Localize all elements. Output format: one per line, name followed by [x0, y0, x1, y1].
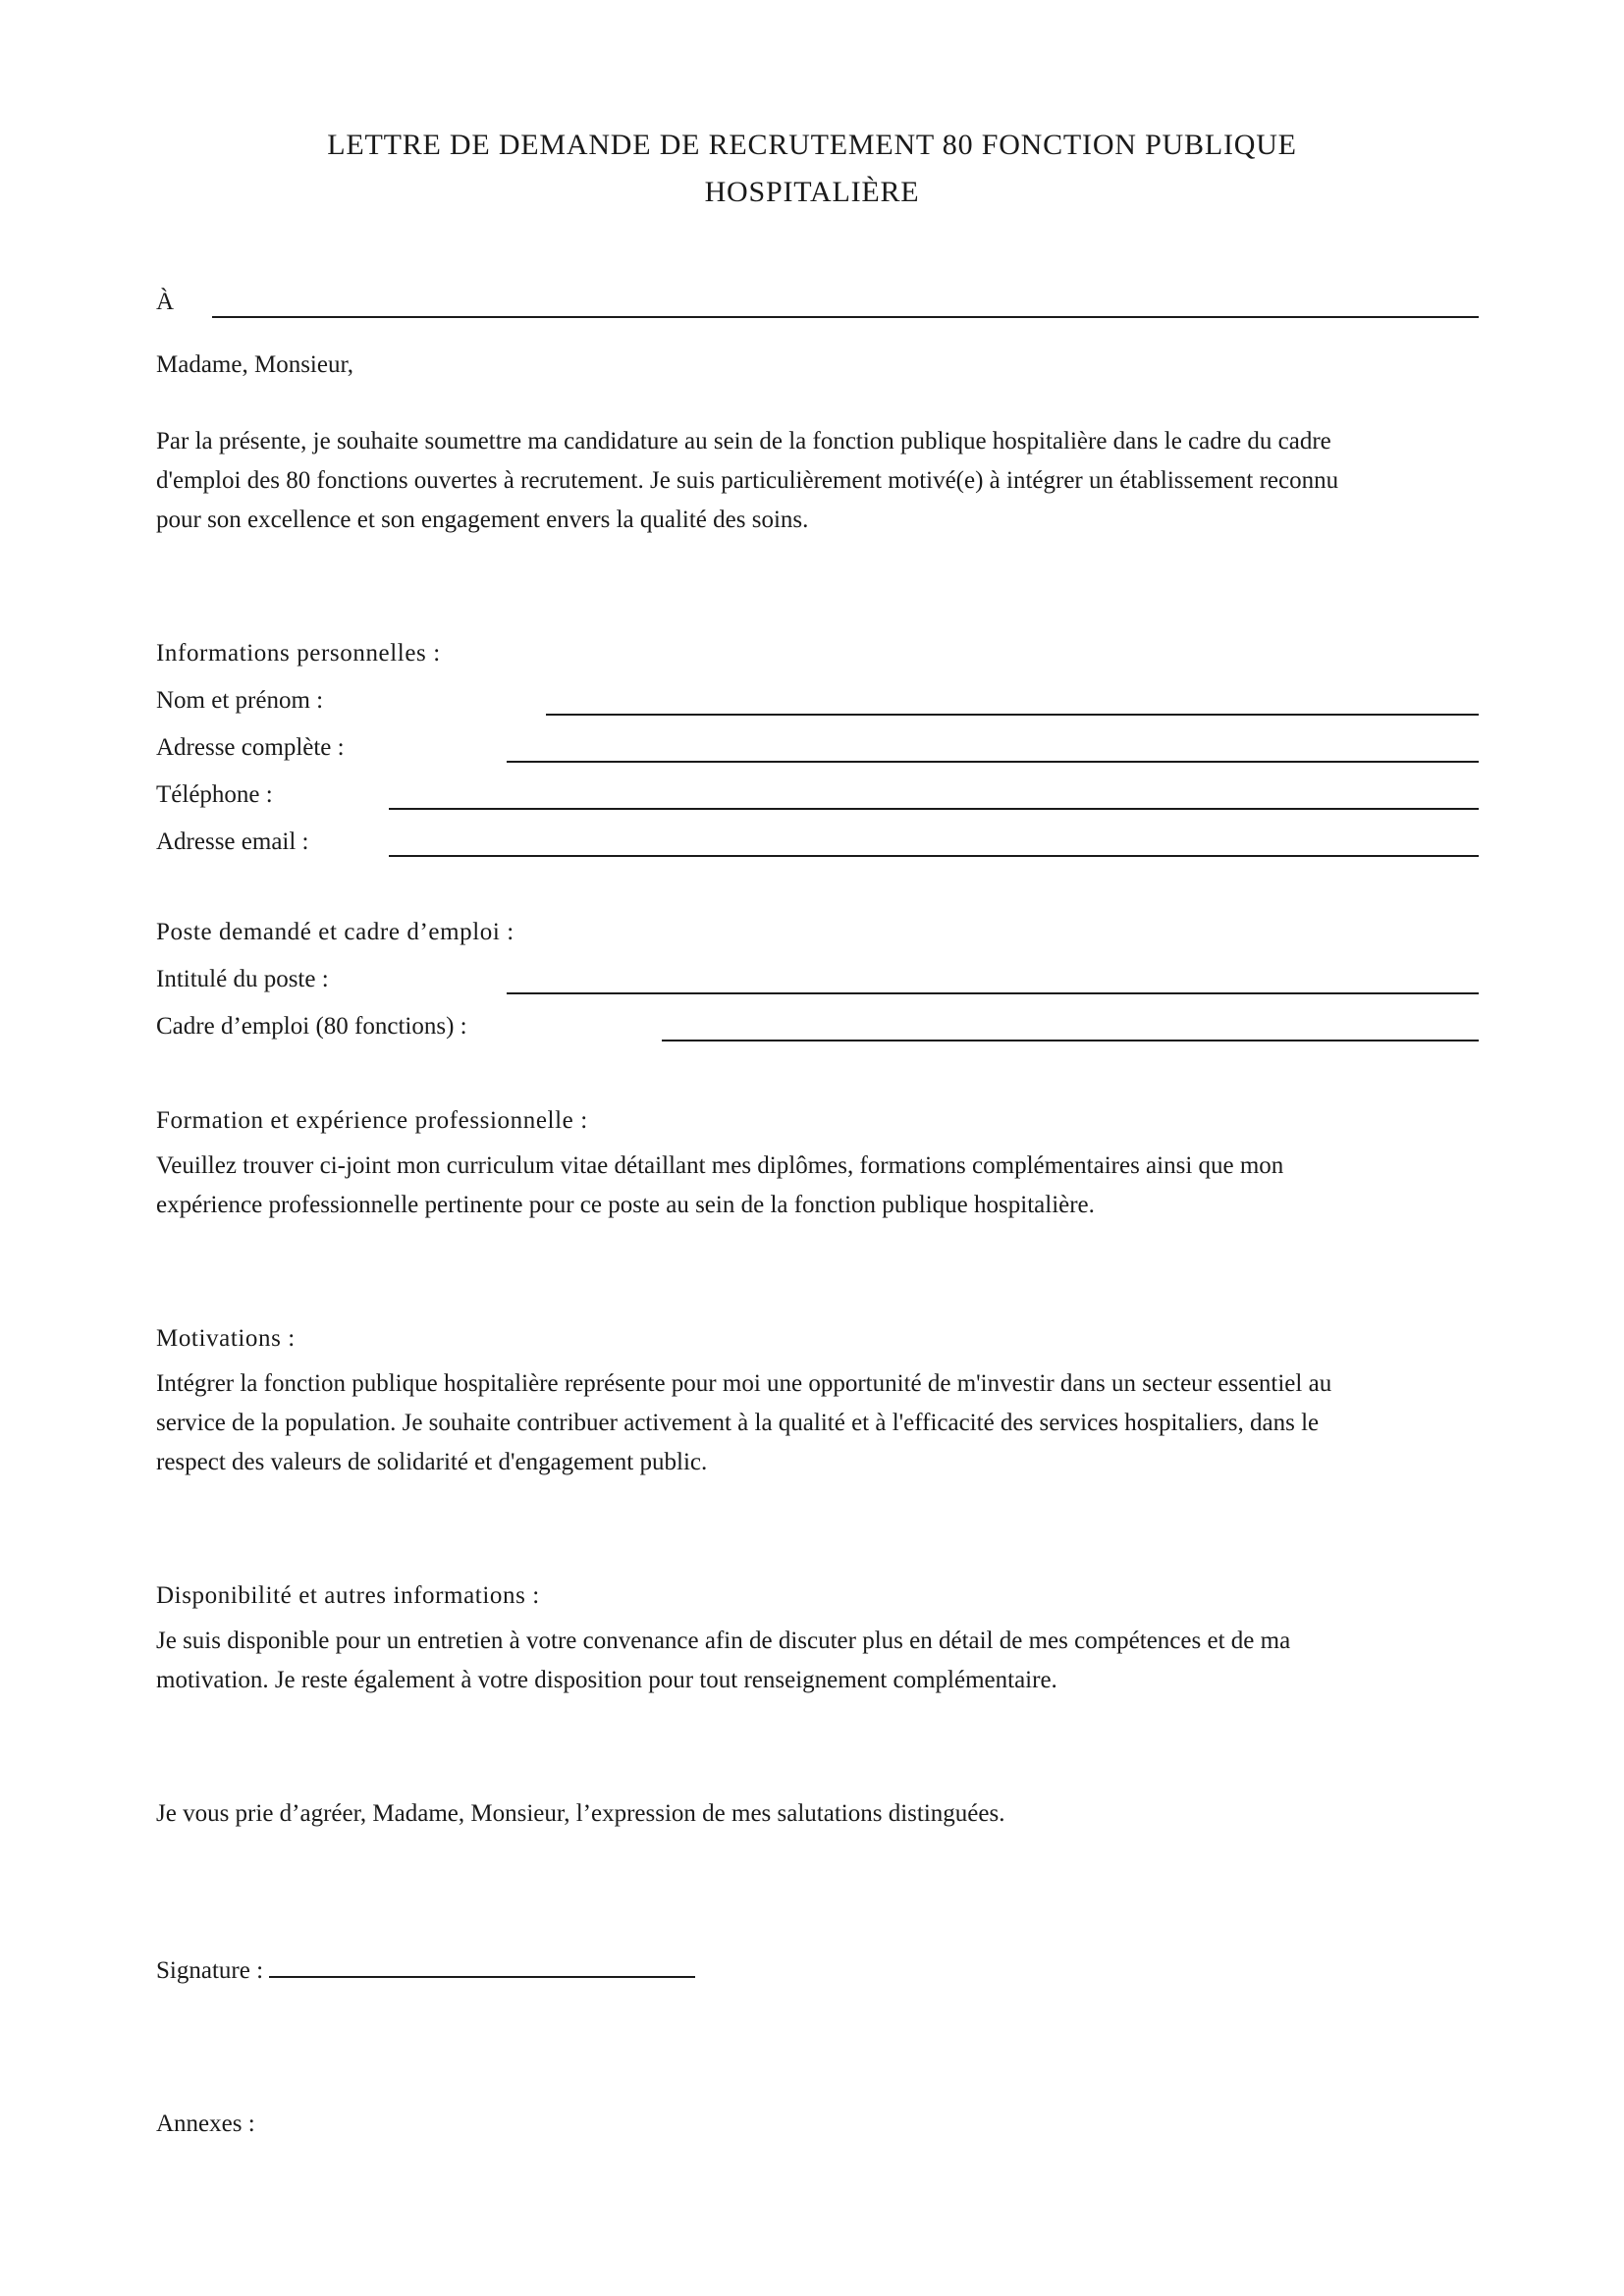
name-label: Nom et prénom : [156, 687, 324, 714]
availability-paragraph [156, 1622, 1482, 1700]
document-title-line-2: HOSPITALIÈRE [704, 176, 920, 208]
personal-info-heading: Informations personnelles : [156, 640, 441, 667]
training-line: Veuillez trouver ci-joint mon curriculum vitae détaillant mes diplômes, formations complémentaires ainsi que mon [156, 1152, 1284, 1179]
document-title-line-1: LETTRE DE DEMANDE DE RECRUTEMENT 80 FONCTION PUBLIQUE [327, 129, 1297, 161]
intro-line: d'emploi des 80 fonctions ouvertes à recrutement. Je suis particulièrement motivé(e) à intégrer un établissement reconnu [156, 467, 1339, 494]
motivations-heading: Motivations : [156, 1325, 296, 1352]
employment-framework-label: Cadre d’emploi (80 fonctions) : [156, 1013, 467, 1040]
recipient-label: À [156, 289, 175, 315]
position-title-field-line[interactable] [507, 992, 1479, 994]
salutation: Madame, Monsieur, [156, 351, 354, 378]
motivations-line: respect des valeurs de solidarité et d'engagement public. [156, 1449, 708, 1475]
phone-field-line[interactable] [389, 808, 1479, 810]
position-heading: Poste demandé et cadre d’emploi : [156, 919, 514, 945]
intro-line: pour son excellence et son engagement envers la qualité des soins. [156, 507, 809, 533]
availability-line: motivation. Je reste également à votre disposition pour tout renseignement complémentaire. [156, 1667, 1057, 1693]
intro-paragraph [156, 422, 1482, 540]
motivations-line: service de la population. Je souhaite contribuer activement à la qualité et à l'efficacité des services hospitaliers, dans le [156, 1410, 1320, 1436]
position-title-label: Intitulé du poste : [156, 966, 329, 992]
closing-formula: Je vous prie d’agréer, Madame, Monsieur, l’expression de mes salutations distinguées. [156, 1800, 1005, 1827]
availability-line: Je suis disponible pour un entretien à votre convenance afin de discuter plus en détail de mes compétences et de ma [156, 1628, 1291, 1654]
recipient-field-line[interactable] [212, 316, 1479, 318]
availability-heading: Disponibilité et autres informations : [156, 1582, 540, 1609]
motivations-paragraph [156, 1364, 1482, 1482]
intro-line: Par la présente, je souhaite soumettre ma candidature au sein de la fonction publique hospitalière dans le cadre du cadre [156, 428, 1331, 454]
signature-field-line[interactable] [269, 1976, 695, 1978]
email-field-line[interactable] [389, 855, 1479, 857]
signature-label: Signature : [156, 1957, 264, 1984]
phone-label: Téléphone : [156, 781, 273, 808]
motivations-line: Intégrer la fonction publique hospitalière représente pour moi une opportunité de m'investir dans un secteur essentiel au [156, 1370, 1332, 1397]
training-heading: Formation et expérience professionnelle : [156, 1107, 588, 1134]
name-field-line[interactable] [546, 714, 1479, 716]
address-label: Adresse complète : [156, 734, 345, 761]
signature-row [156, 1951, 695, 1991]
email-label: Adresse email : [156, 828, 309, 855]
training-line: expérience professionnelle pertinente pour ce poste au sein de la fonction publique hospitalière. [156, 1192, 1095, 1218]
employment-framework-field-line[interactable] [662, 1040, 1479, 1041]
address-field-line[interactable] [507, 761, 1479, 763]
training-paragraph [156, 1147, 1482, 1225]
annexes-label: Annexes : [156, 2110, 255, 2137]
